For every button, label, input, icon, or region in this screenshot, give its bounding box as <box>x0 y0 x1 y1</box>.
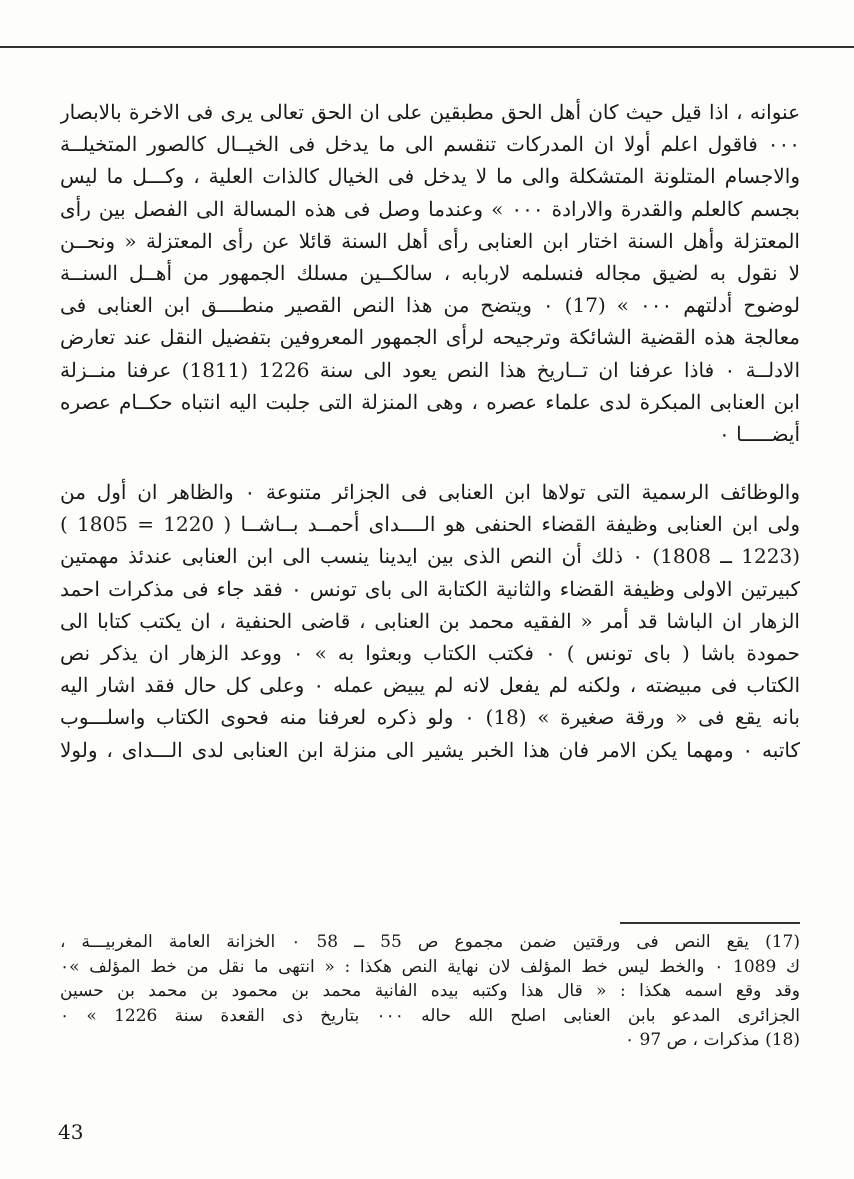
text-line: بانه يقع فى « ورقة صغيرة » (18) ٠ ولو ذكره لعرفنا منه فحوى الكتاب واسلـــوب <box>60 705 800 730</box>
text-line: بجسم كالعلم والقدرة والارادة ٠٠٠ » وعندما وصل فى هذه المسالة الى الفصل بين رأى <box>60 196 800 221</box>
text-line: ابن العنابى المبكرة لدى علماء عصره ، وهى المنزلة التى جلبت اليه انتباه حكــام عصره <box>60 389 800 414</box>
text-line: ٠٠٠ فاقول اعلم أولا ان المدركات تنقسم الى ما يدخل فى الخيــال كالصور المتخيلــة <box>60 132 800 157</box>
top-rule <box>0 46 854 48</box>
text-line: أيضـــــا ٠ <box>719 421 800 446</box>
paragraph-2 <box>60 476 800 766</box>
paragraph-1 <box>60 96 800 450</box>
footnotes <box>60 930 800 1053</box>
text-line: لوضوح أدلتهم ٠٠٠ » (17) ٠ ويتضح من هذا النص القصير منطــــق ابن العنابى فى <box>60 293 800 318</box>
text-line: كبيرتين الاولى وظيفة القضاء والثانية الكتابة الى باى تونس ٠ فقد جاء فى مذكرات احمد <box>60 576 800 601</box>
footnote-separator <box>620 922 800 924</box>
footnote-line: (18) مذكرات ، ص 97 ٠ <box>625 1030 800 1051</box>
text-line: المعتزلة وأهل السنة اختار ابن العنابى رأى أهل السنة قائلا عن رأى المعتزلة « ونحــن <box>60 228 800 253</box>
text-line: (1223 ــ 1808) ٠ ذلك أن النص الذى بين ايدينا ينسب الى ابن العنابى عندئذ مهمتين <box>60 544 800 569</box>
text-line: الادلــة ٠ فاذا عرفنا ان تــاريخ هذا النص يعود الى سنة 1226 (1811) عرفنا منــزلة <box>60 357 800 382</box>
paragraph-gap <box>60 450 800 476</box>
text-line: كاتبه ٠ ومهما يكن الامر فان هذا الخبر يشير الى منزلة ابن العنابى لدى الـــداى ، ولولا <box>60 737 800 762</box>
text-line: الزهار ان الباشا قد أمر « الفقيه محمد بن العنابى ، قاضى الحنفية ، ان يكتب كتابا الى <box>60 608 800 633</box>
page-number: 43 <box>58 1120 84 1144</box>
footnote-line: (17) يقع النص فى ورقتين ضمن مجموع ص 55 ــ 58 ٠ الخزانة العامة المغربيـــة ، <box>60 932 800 952</box>
text-line: ولى ابن العنابى وظيفة القضاء الحنفى هو الــــداى أحمــد بــاشــا ( 1220 = 1805 ) <box>60 512 800 537</box>
text-line: والوظائف الرسمية التى تولاها ابن العنابى فى الجزائر متنوعة ٠ والظاهر ان أول من <box>60 480 800 505</box>
footnote-line: الجزائرى المدعو بابن العنابى اصلح الله حاله ٠٠٠ بتاريخ ذى القعدة سنة 1226 » ٠ <box>60 1005 800 1026</box>
text-line: الكتاب فى مبيضته ، ولكنه لم يفعل لانه لم يبيض عمله ٠ وعلى كل حال فقد اشار اليه <box>60 673 800 698</box>
main-text <box>60 96 800 766</box>
footnote-line: وقد وقع اسمه هكذا : « قال هذا وكتبه بيده الفانية محمد بن محمود بن محمد بن حسين <box>60 981 800 1002</box>
text-line: عنوانه ، اذا قيل حيث كان أهل الحق مطبقين على ان الحق تعالى يرى فى الاخرة بالابصار <box>60 100 800 124</box>
text-line: حمودة باشا ( باى تونس ) ٠ فكتب الكتاب وبعثوا به » ٠ ووعد الزهار ان يذكر نص <box>60 641 800 665</box>
text-line: معالجة هذه القضية الشائكة وترجيحه لرأى الجمهور المعروفين بتفضيل النقل عند تعارض <box>60 325 800 350</box>
text-line: والاجسام المتلونة المتشكلة والى ما لا يدخل فى الخيال كالذات العلية ، وكـــل ما ليس <box>60 164 800 189</box>
footnote-line: ك 1089 ٠ والخط ليس خط المؤلف لان نهاية النص هكذا : « انتهى ما نقل من خط المؤلف »٠ <box>60 956 800 977</box>
text-line: لا نقول به لضيق مجاله فنسلمه لاربابه ، سالكــين مسلك الجمهور من أهــل السنــة <box>60 260 800 285</box>
